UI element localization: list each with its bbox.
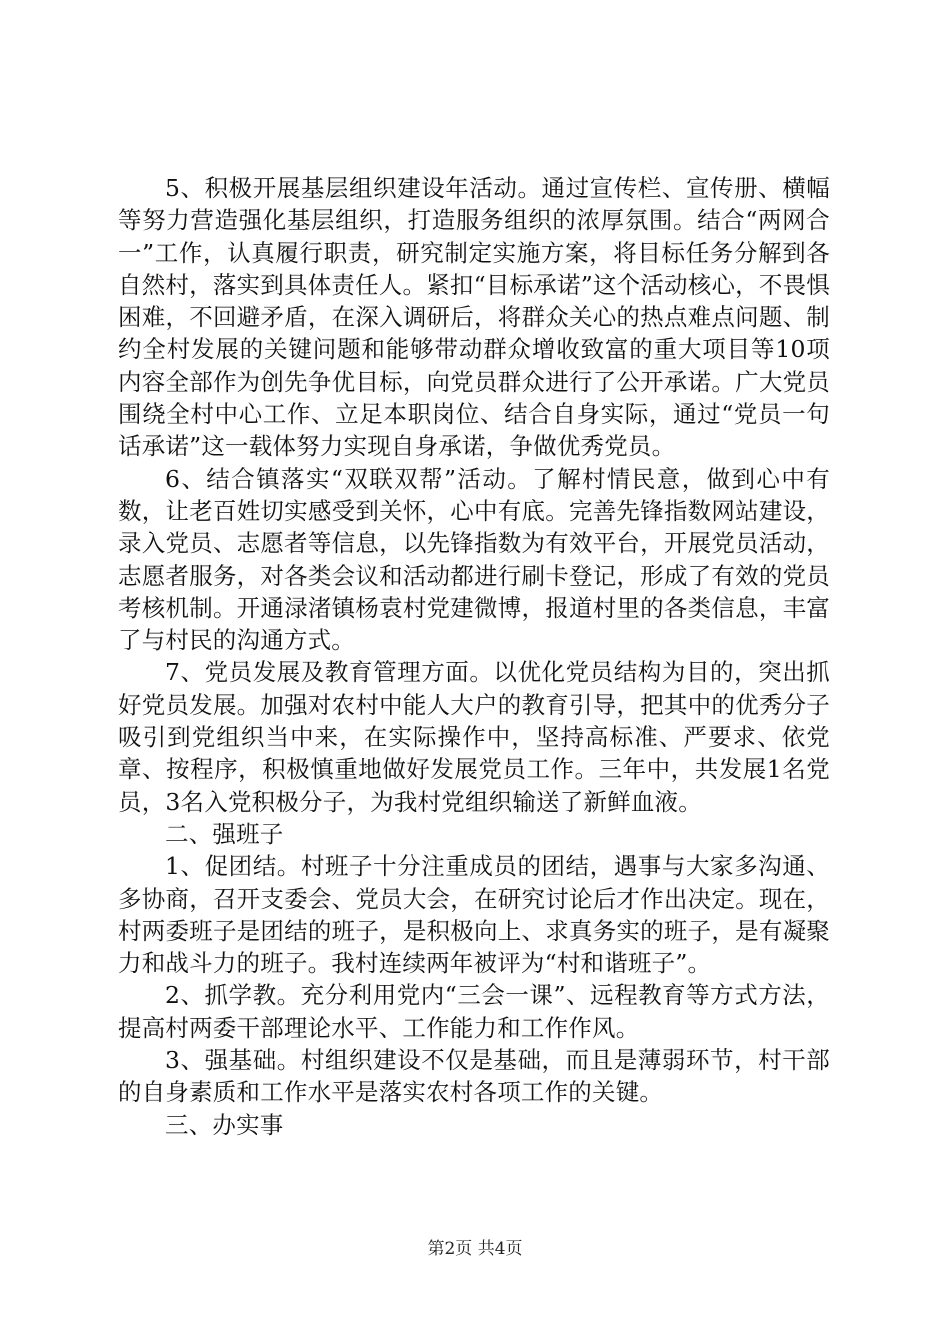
paragraph-strengthen-foundation: 3、强基础。村组织建设不仅是基础，而且是薄弱环节，村干部的自身素质和工作水平是落实农村各项工作的关键。: [118, 1046, 830, 1107]
section-heading-strengthen-team: 二、强班子: [165, 819, 284, 848]
document-body: [118, 172, 830, 1141]
paragraph-item-5: 5、积极开展基层组织建设年活动。通过宣传栏、宣传册、横幅等努力营造强化基层组织，打造服务组织的浓厚氛围。结合“两网合一”工作，认真履行职责，研究制定实施方案，将目标任务分解到各自然村，落实到具体责任人。紧扣“目标承诺”这个活动核心，不畏惧困难，不回避矛盾，在深入调研后，将群众关心的热点难点问题、制约全村发展的关键问题和能够带动群众增收致富的重大项目等10项内容全部作为创先争优目标，向党员群众进行了公开承诺。广大党员围绕全村中心工作、立足本职岗位、结合自身实际，通过“党员一句话承诺”这一载体努力实现自身承诺，争做优秀党员。: [118, 174, 830, 461]
page-number-footer: 第2页 共4页: [427, 1239, 523, 1259]
paragraph-promote-unity: 1、促团结。村班子十分注重成员的团结，遇事与大家多沟通、多协商，召开支委会、党员大会，在研究讨论后才作出决定。现在，村两委班子是团结的班子，是积极向上、求真务实的班子，是有凝聚力和战斗力的班子。我村连续两年被评为“村和谐班子”。: [118, 852, 830, 978]
paragraph-study-education: 2、抓学教。充分利用党内“三会一课”、远程教育等方式方法，提高村两委干部理论水平、工作能力和工作作风。: [118, 981, 830, 1042]
paragraph-item-6: 6、结合镇落实“双联双帮”活动。了解村情民意，做到心中有数，让老百姓切实感受到关怀，心中有底。完善先锋指数网站建设，录入党员、志愿者等信息，以先锋指数为有效平台，开展党员活动，志愿者服务，对各类会议和活动都进行刷卡登记，形成了有效的党员考核机制。开通渌渚镇杨袁村党建微博，报道村里的各类信息，丰富了与村民的沟通方式。: [118, 464, 830, 655]
section-heading-practical-work: 三、办实事: [165, 1110, 284, 1139]
paragraph-item-7: 7、党员发展及教育管理方面。以优化党员结构为目的，突出抓好党员发展。加强对农村中能人大户的教育引导，把其中的优秀分子吸引到党组织当中来，在实际操作中，坚持高标准、严要求、依党章、按程序，积极慎重地做好发展党员工作。三年中，共发展1名党员，3名入党积极分子，为我村党组织输送了新鲜血液。: [118, 658, 830, 816]
